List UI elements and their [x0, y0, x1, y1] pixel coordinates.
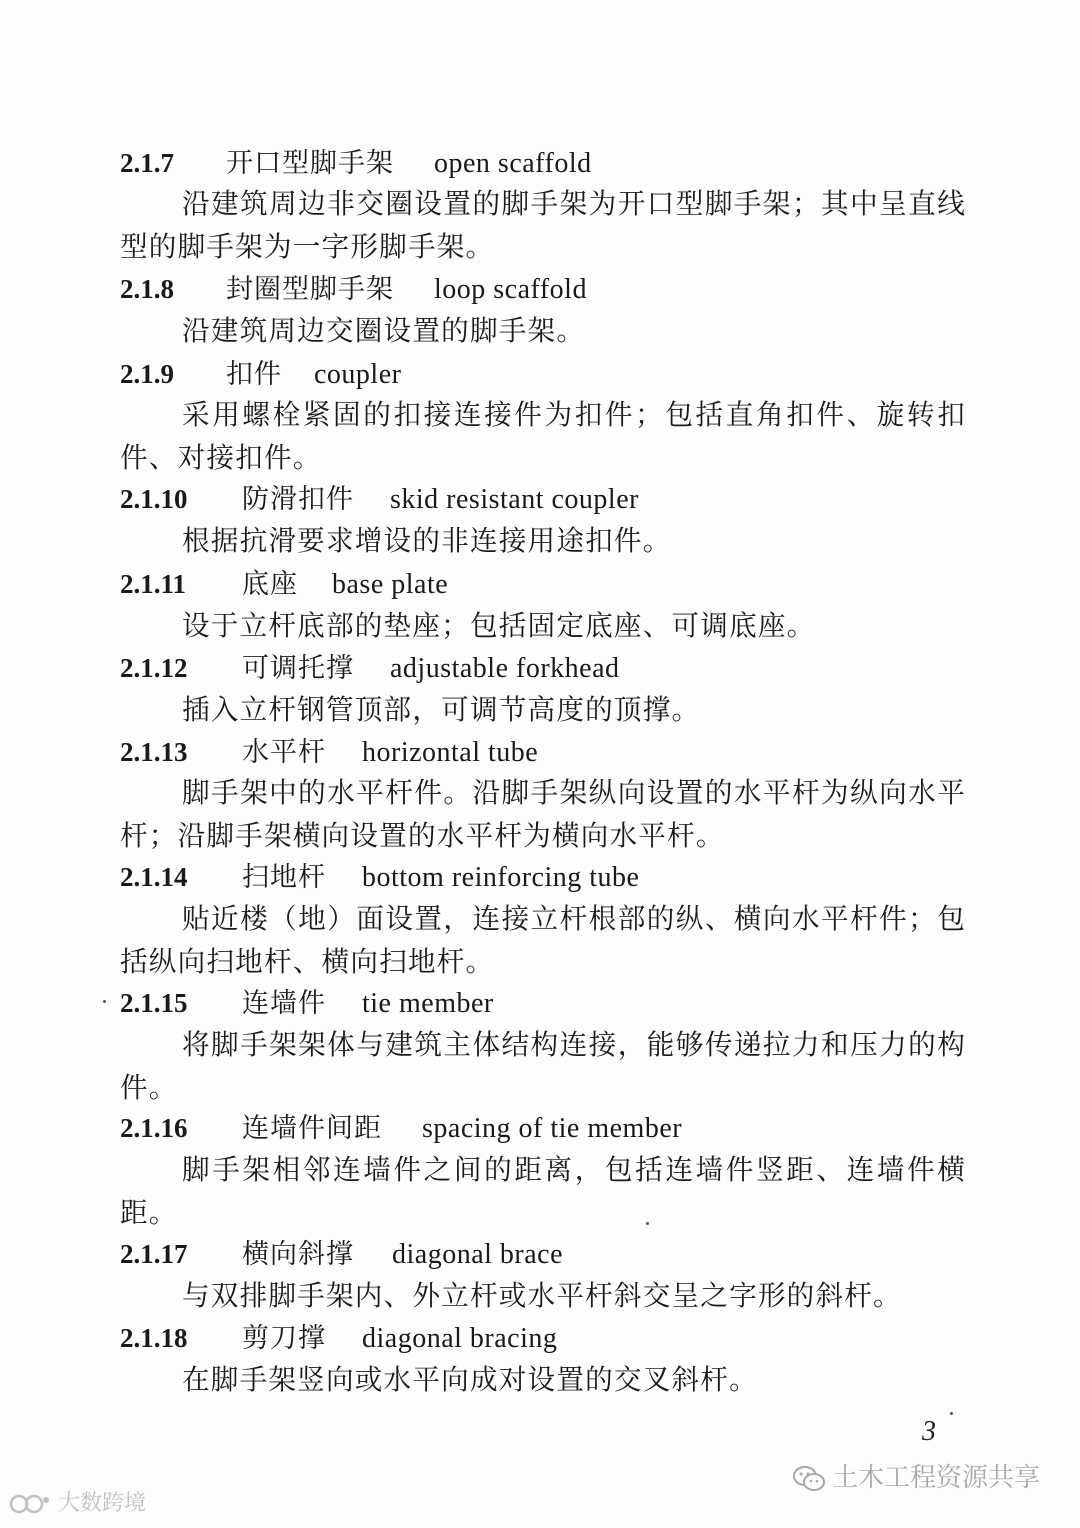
term-definition: 设于立杆底部的垫座；包括固定底座、可调底座。 — [182, 609, 816, 642]
term-definition: 将脚手架架体与建筑主体结构连接，能够传递拉力和压力的构件。 — [120, 1028, 966, 1104]
term-heading — [120, 983, 494, 1023]
brand-logo-icon — [8, 1492, 52, 1516]
term-chinese: 扣件 — [226, 359, 282, 390]
term-number: 2.1.7 — [120, 148, 174, 178]
term-chinese: 剪刀撑 — [242, 1323, 326, 1354]
term-heading — [120, 269, 587, 309]
term-heading — [120, 1234, 563, 1274]
term-english: horizontal tube — [362, 737, 539, 768]
term-definition: 脚手架中的水平杆件。沿脚手架纵向设置的水平杆为纵向水平杆；沿脚手架横向设置的水平杆为横向水平杆。 — [120, 776, 966, 852]
term-chinese: 封圈型脚手架 — [226, 274, 394, 305]
term-english: loop scaffold — [434, 274, 587, 305]
term-definition: 脚手架相邻连墙件之间的距离，包括连墙件竖距、连墙件横距。 — [120, 1153, 966, 1229]
term-number: 2.1.8 — [120, 274, 174, 304]
term-english: open scaffold — [434, 148, 592, 179]
term-definition: 沿建筑周边交圈设置的脚手架。 — [182, 314, 586, 347]
term-number: 2.1.10 — [120, 484, 188, 514]
term-heading — [120, 648, 620, 688]
page-number: 3 — [922, 1416, 936, 1447]
scan-speck — [950, 1412, 953, 1415]
term-number: 2.1.14 — [120, 862, 188, 892]
term-number: 2.1.15 — [120, 988, 188, 1018]
term-definition: 贴近楼（地）面设置，连接立杆根部的纵、横向水平杆件；包括纵向扫地杆、横向扫地杆。 — [120, 902, 966, 978]
term-chinese: 可调托撑 — [242, 653, 354, 684]
term-chinese: 底座 — [242, 569, 298, 600]
watermark-left — [8, 1488, 146, 1520]
term-chinese: 连墙件 — [242, 988, 326, 1019]
watermark-left-text: 大数跨境 — [58, 1491, 147, 1516]
term-english: diagonal bracing — [362, 1323, 558, 1354]
term-number: 2.1.12 — [120, 653, 188, 683]
term-english: diagonal brace — [392, 1239, 564, 1270]
term-english: tie member — [362, 988, 494, 1019]
term-heading — [120, 1108, 682, 1148]
scan-speck — [103, 1000, 106, 1003]
term-number: 2.1.17 — [120, 1239, 188, 1269]
term-heading — [120, 479, 639, 519]
term-english: skid resistant coupler — [390, 484, 639, 515]
term-chinese: 防滑扣件 — [242, 484, 354, 515]
term-heading — [120, 354, 401, 394]
term-chinese: 连墙件间距 — [242, 1113, 382, 1144]
term-english: adjustable forkhead — [390, 653, 620, 684]
term-chinese: 扫地杆 — [242, 862, 326, 893]
term-number: 2.1.13 — [120, 737, 188, 767]
term-number: 2.1.18 — [120, 1323, 188, 1353]
term-heading — [120, 143, 592, 183]
term-heading — [120, 857, 639, 897]
watermark-right-text: 土木工程资源共享 — [832, 1463, 1041, 1493]
term-number: 2.1.11 — [120, 569, 187, 599]
term-definition: 在脚手架竖向或水平向成对设置的交叉斜杆。 — [182, 1363, 758, 1396]
term-chinese: 水平杆 — [242, 737, 326, 768]
term-english: bottom reinforcing tube — [362, 862, 640, 893]
term-definition: 根据抗滑要求增设的非连接用途扣件。 — [182, 524, 672, 557]
term-english: base plate — [332, 569, 449, 600]
term-heading — [120, 564, 448, 604]
term-definition: 沿建筑周边非交圈设置的脚手架为开口型脚手架；其中呈直线型的脚手架为一字形脚手架。 — [120, 187, 966, 263]
term-number: 2.1.9 — [120, 359, 174, 389]
watermark-right — [792, 1460, 1040, 1496]
scan-speck — [646, 1222, 649, 1225]
term-definition: 采用螺栓紧固的扣接连接件为扣件；包括直角扣件、旋转扣件、对接扣件。 — [120, 398, 966, 474]
term-english: coupler — [314, 359, 402, 390]
term-definition: 插入立杆钢管顶部，可调节高度的顶撑。 — [182, 693, 701, 726]
term-chinese: 横向斜撑 — [242, 1239, 354, 1270]
wechat-icon — [792, 1464, 826, 1494]
term-heading — [120, 732, 538, 772]
term-english: spacing of tie member — [422, 1113, 683, 1144]
term-definition: 与双排脚手架内、外立杆或水平杆斜交呈之字形的斜杆。 — [182, 1279, 902, 1312]
term-chinese: 开口型脚手架 — [226, 148, 394, 179]
term-number: 2.1.16 — [120, 1113, 188, 1143]
term-heading — [120, 1318, 557, 1358]
